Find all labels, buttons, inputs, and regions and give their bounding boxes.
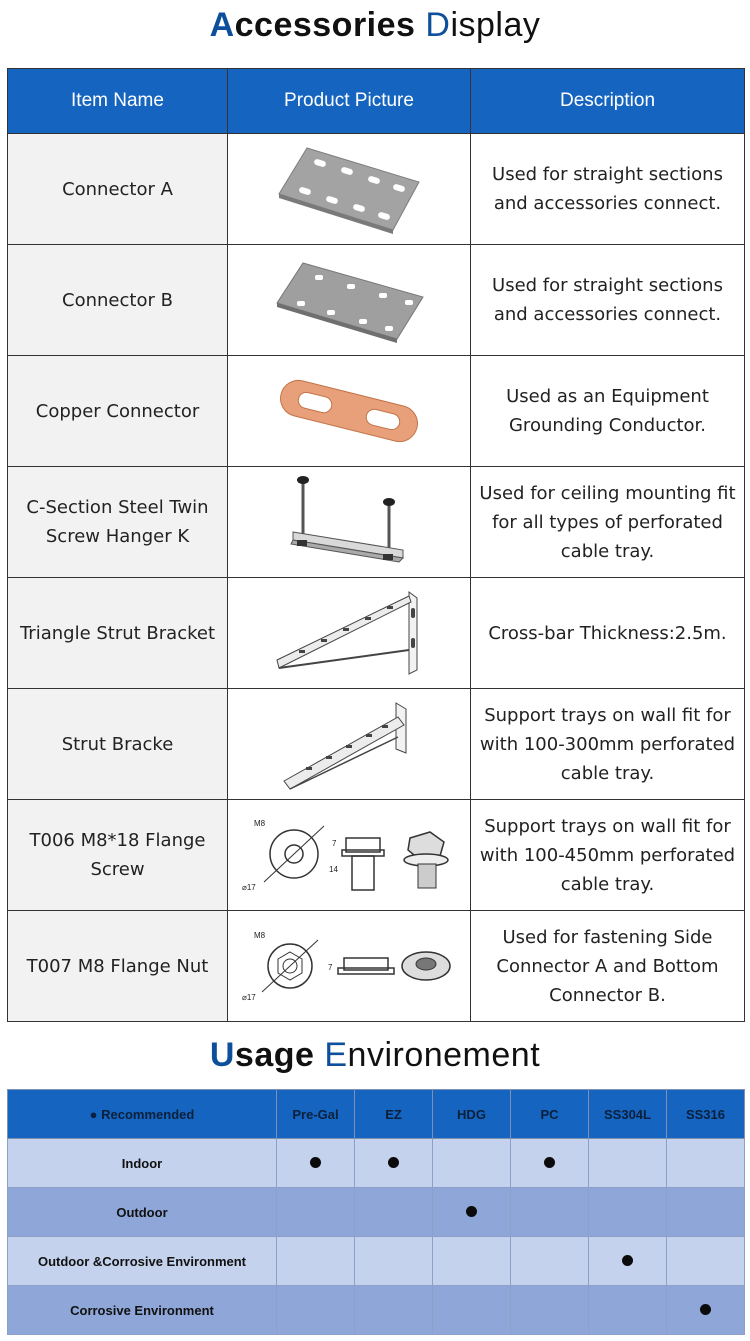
title-part: ccessories [234,6,426,44]
recommendation-cell [511,1139,589,1188]
recommended-legend: ● Recommended [8,1090,277,1139]
accessories-title [0,6,750,45]
item-description: Used for straight sections and accessories connect. [471,134,745,245]
usage-row [8,1139,745,1188]
table-row [8,578,745,689]
item-description: Cross-bar Thickness:2.5m. [471,578,745,689]
recommendation-cell [277,1286,355,1335]
twin-screw-hanger-image [279,472,419,572]
dim-label: 7 [332,839,337,848]
table-row [8,800,745,911]
product-picture [228,800,471,911]
usage-row [8,1286,745,1335]
triangle-strut-bracket-image [269,588,429,678]
connector-b-plate-image [269,255,429,345]
recommendation-cell [433,1188,511,1237]
product-picture [228,911,471,1022]
item-name: Connector A [8,134,228,245]
strut-bracket-image [274,697,424,792]
recommendation-cell [433,1237,511,1286]
title-part: nvironement [347,1036,541,1074]
connector-a-plate-image [269,144,429,234]
material-header: SS304L [589,1090,667,1139]
recommendation-cell [511,1188,589,1237]
accessories-table [7,68,745,1022]
copper-connector-image [269,371,429,451]
recommendation-cell [667,1286,745,1335]
usage-header-row [8,1090,745,1139]
product-picture [228,689,471,800]
recommendation-cell [355,1237,433,1286]
recommended-dot-icon [622,1255,633,1266]
product-picture [228,134,471,245]
item-description: Used for straight sections and accessories connect. [471,245,745,356]
recommended-dot-icon [700,1304,711,1315]
item-description: Used as an Equipment Grounding Conductor. [471,356,745,467]
recommendation-cell [589,1188,667,1237]
column-header: Product Picture [228,69,471,134]
title-initial: D [425,6,451,44]
item-name: C-Section Steel Twin Screw Hanger K [8,467,228,578]
accessories-header-row [8,69,745,134]
usage-title [0,1036,750,1075]
item-name: Triangle Strut Bracket [8,578,228,689]
environment-label: Outdoor [8,1188,277,1237]
recommended-dot-icon [310,1157,321,1168]
material-header: PC [511,1090,589,1139]
recommendation-cell [589,1139,667,1188]
environment-label: Indoor [8,1139,277,1188]
product-picture [228,245,471,356]
material-header: SS316 [667,1090,745,1139]
recommendation-cell [511,1286,589,1335]
table-row [8,911,745,1022]
recommendation-cell [589,1237,667,1286]
title-initial: E [324,1036,348,1074]
item-name: Connector B [8,245,228,356]
recommendation-cell [667,1188,745,1237]
item-name: Strut Bracke [8,689,228,800]
recommendation-cell [277,1188,355,1237]
material-header: HDG [433,1090,511,1139]
table-row [8,245,745,356]
material-header: EZ [355,1090,433,1139]
item-description: Support trays on wall fit for with 100-300mm perforated cable tray. [471,689,745,800]
item-description: Support trays on wall fit for with 100-450mm perforated cable tray. [471,800,745,911]
column-header: Item Name [8,69,228,134]
table-row [8,689,745,800]
title-part: sage [234,1036,325,1074]
flange-nut-drawing-image [234,926,464,1006]
recommendation-cell [355,1188,433,1237]
flange-screw-drawing-image [234,810,464,900]
recommendation-cell [433,1286,511,1335]
item-name: T006 M8*18 Flange Screw [8,800,228,911]
dim-label: M8 [254,931,266,940]
product-picture [228,467,471,578]
title-initial: A [209,6,235,44]
item-description: Used for fastening Side Connector A and Bottom Connector B. [471,911,745,1022]
recommended-dot-icon [388,1157,399,1168]
material-header: Pre-Gal [277,1090,355,1139]
recommendation-cell [433,1139,511,1188]
environment-label: Outdoor &Corrosive Environment [8,1237,277,1286]
recommendation-cell [355,1286,433,1335]
title-part: isplay [450,6,541,44]
table-row [8,356,745,467]
item-name: Copper Connector [8,356,228,467]
table-row [8,467,745,578]
recommendation-cell [667,1139,745,1188]
product-picture [228,356,471,467]
dim-label: 14 [329,865,338,874]
recommendation-cell [277,1237,355,1286]
dim-label: ⌀17 [242,993,256,1002]
item-description: Used for ceiling mounting fit for all types of perforated cable tray. [471,467,745,578]
column-header: Description [471,69,745,134]
recommendation-cell [355,1139,433,1188]
title-initial: U [209,1036,235,1074]
recommended-dot-icon [466,1206,477,1217]
usage-row [8,1237,745,1286]
recommendation-cell [511,1237,589,1286]
table-row [8,134,745,245]
item-name: T007 M8 Flange Nut [8,911,228,1022]
usage-environment-table [7,1089,745,1335]
recommendation-cell [667,1237,745,1286]
dim-label: M8 [254,819,266,828]
usage-row [8,1188,745,1237]
dim-label: ⌀17 [242,883,256,892]
recommended-dot-icon [544,1157,555,1168]
recommendation-cell [589,1286,667,1335]
environment-label: Corrosive Environment [8,1286,277,1335]
dim-label: 7 [328,963,333,972]
recommendation-cell [277,1139,355,1188]
product-picture [228,578,471,689]
